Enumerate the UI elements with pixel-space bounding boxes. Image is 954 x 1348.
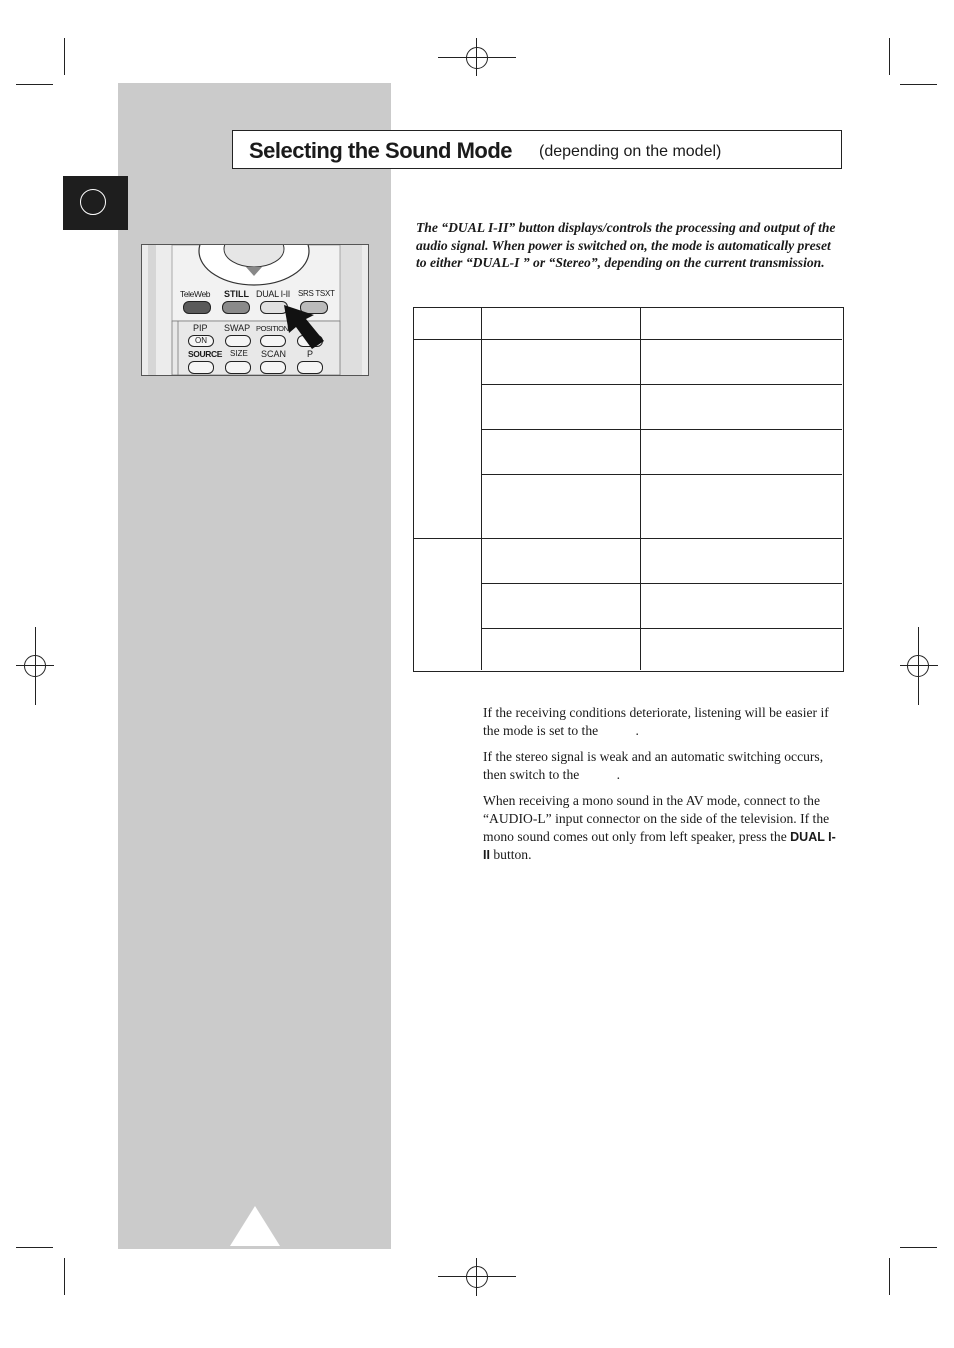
teleweb-label: TeleWeb bbox=[180, 289, 211, 299]
page-subtitle: (depending on the model) bbox=[539, 143, 722, 160]
crop-mark bbox=[64, 38, 65, 75]
notes-section bbox=[483, 704, 839, 874]
note-paragraph bbox=[483, 748, 839, 783]
registration-mark bbox=[438, 1258, 516, 1296]
crop-mark bbox=[900, 1247, 937, 1248]
section-tab bbox=[63, 176, 128, 230]
table-row-divider bbox=[481, 628, 842, 629]
intro-text: The “DUAL I-II” button displays/controls the processing and output of the audio signal. When power is switched on, the mode is automatically preset to either “DUAL-I ” or “Stereo”, depending on the current transmission. bbox=[416, 220, 836, 271]
table-row-divider bbox=[481, 583, 842, 584]
table-row-divider bbox=[481, 429, 842, 430]
swap-label: SWAP bbox=[224, 323, 251, 333]
note-2-text: If the stereo signal is weak and an automatic switching occurs, then switch to the bbox=[483, 749, 824, 782]
note-2-end: . bbox=[616, 766, 621, 782]
table-row-divider bbox=[481, 474, 842, 475]
source-label: SOURCE bbox=[188, 349, 222, 359]
crop-mark bbox=[16, 1247, 53, 1248]
table-column-divider bbox=[481, 308, 482, 670]
size-label: SIZE bbox=[230, 349, 248, 358]
note-paragraph bbox=[483, 792, 839, 864]
table-column-divider bbox=[640, 308, 641, 670]
p-label: P bbox=[307, 349, 314, 359]
sound-mode-table bbox=[413, 307, 844, 672]
note-1-end: . bbox=[635, 722, 639, 738]
registration-mark bbox=[438, 38, 516, 76]
page-title-box bbox=[232, 130, 842, 169]
note-3-end: button. bbox=[493, 847, 532, 863]
pip-on-label: ON bbox=[195, 336, 207, 345]
page-marker-triangle bbox=[230, 1206, 280, 1246]
crop-mark bbox=[889, 38, 890, 75]
note-3-bold: DUAL I-II bbox=[483, 829, 836, 863]
crop-mark bbox=[64, 1258, 65, 1295]
scan-label: SCAN bbox=[261, 349, 287, 359]
crop-mark bbox=[889, 1258, 890, 1295]
note-paragraph bbox=[483, 704, 839, 739]
crop-mark bbox=[16, 84, 53, 85]
position-label: POSITION bbox=[256, 324, 289, 333]
table-row-divider bbox=[481, 384, 842, 385]
note-3-text: When receiving a mono sound in the AV mode, connect to the “AUDIO-L” input connector on the side of the television. If the mono sound comes out only from left speaker, press the bbox=[483, 793, 830, 844]
table-header-divider bbox=[414, 339, 842, 340]
page-title: Selecting the Sound Mode bbox=[249, 138, 513, 163]
dual-label: DUAL I-II bbox=[256, 289, 290, 299]
remote-control-illustration bbox=[141, 244, 369, 376]
table-group-divider bbox=[414, 538, 842, 539]
registration-mark bbox=[16, 627, 54, 705]
pointer-arrow-icon bbox=[142, 245, 368, 375]
note-1-text: If the receiving conditions deteriorate, listening will be easier if the mode is set to the bbox=[483, 705, 829, 738]
tab-circle-icon bbox=[80, 189, 106, 215]
pip-label: PIP bbox=[193, 323, 208, 333]
crop-mark bbox=[900, 84, 937, 85]
still-label: STILL bbox=[224, 289, 249, 299]
srs-label: SRS TSXT bbox=[298, 289, 335, 298]
registration-mark bbox=[900, 627, 938, 705]
